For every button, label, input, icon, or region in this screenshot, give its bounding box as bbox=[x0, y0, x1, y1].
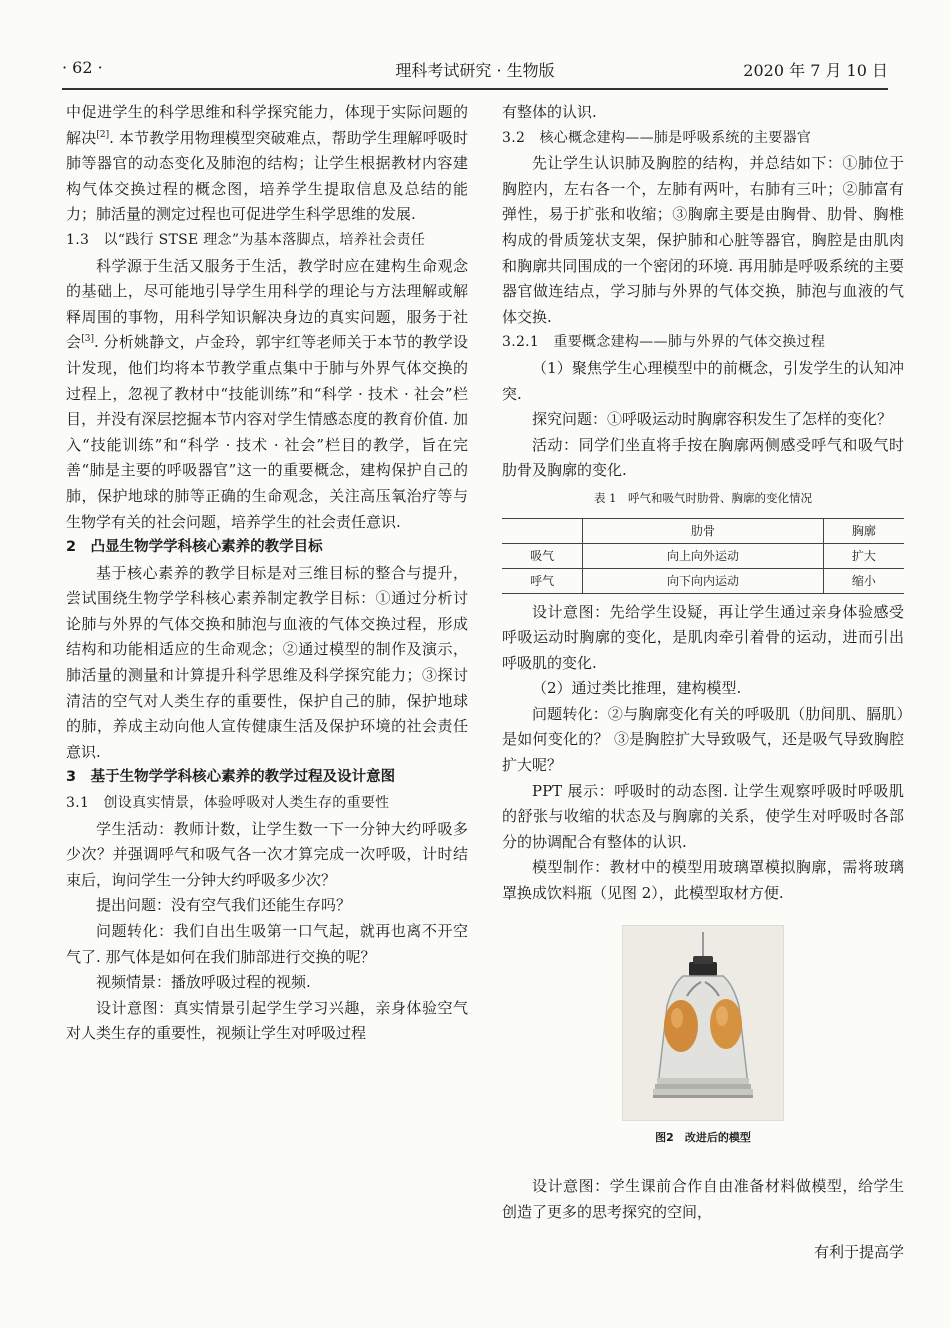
paragraph: 探究问题：①呼吸运动时胸廓容积发生了怎样的变化？ bbox=[532, 410, 893, 429]
paragraph: 问题转化：我们自出生吸第一口气起，就再也离不开空气了. 那气体是如何在我们肺部进行交换的呢？ bbox=[66, 922, 468, 966]
continuation-text: 有利于提高学 bbox=[813, 1243, 904, 1261]
table-cell: 缩小 bbox=[823, 568, 904, 593]
left-column bbox=[66, 100, 468, 1047]
bottle-model-illustration bbox=[623, 926, 783, 1120]
paragraph: PPT 展示：呼吸时的动态图. 让学生观察呼吸时呼吸肌的舒张与收缩的状态及与胸廓的关系，使学生对呼吸时各部分的协调配合有整体的认识. bbox=[502, 781, 904, 851]
figure-caption: 图2 改进后的模型 bbox=[655, 1130, 751, 1144]
paragraph: 活动：同学们坐直将手按在胸廓两侧感受呼气和吸气时肋骨及胸廓的变化. bbox=[502, 435, 904, 480]
table-cell: 扩大 bbox=[823, 543, 904, 568]
page-header bbox=[62, 58, 888, 88]
citation-ref[interactable]: [3] bbox=[81, 334, 94, 345]
section-heading-3-1: 3.1 创设真实情景，体验呼吸对人类生存的重要性 bbox=[66, 795, 390, 812]
section-heading-1-3: 1.3 以“践行 STSE 理念”为基本落脚点，培养社会责任 bbox=[66, 231, 426, 248]
table-header-cell: 肋骨 bbox=[583, 518, 824, 543]
paragraph: 基于核心素养的教学目标是对三维目标的整合与提升，尝试围绕生物学学科核心素养制定教学目标：①通过分析讨论肺与外界的气体交换和肺泡与血液的气体交换过程，形成结构和功能相适应的生命观念；②通过模型的制作及演示，肺活量的测量和计算提升科学思维及科学探究能力；③探讨清洁的空气对人类生存的重要性，保护自己的肺，保护地球的肺，养成主动向他人宣传健康生活及保护环境的社会责任意识. bbox=[66, 563, 468, 761]
paragraph: 先让学生认识肺及胸腔的结构，并总结如下：①肺位于胸腔内，左右各一个，左肺有两叶，右肺有三叶；②肺富有弹性，易于扩张和收缩；③胸廓主要是由胸骨、肋骨、胸椎构成的骨质笼状支架，保护肺和心脏等器官，胸腔是由肌肉和胸廓共同围成的一个密闭的环境. 再用肺是呼吸系统的主要器官做连结点，学习肺与外界的气体交换，肺泡与血液的气体交换. bbox=[502, 154, 904, 326]
paragraph: 科学源于生活又服务于生活，教学时应在建构生命观念的基础上，尽可能地引导学生用科学的理论与方法理解或解释周围的事物，用科学知识解决身边的真实问题，服务于社会[3]. 分析姚静文，卢金玲，郭宇红等老师关于本节的教学设计发现，他们均将本节教学重点集中于肺与外界气体交换的过程上，忽视了教材中“技能训练”和“科学 · 技术 · 社会”栏目，并没有深层挖掘本节内容对学生情感态度的教育价值. 加入“技能训练”和“科学 · 技术 · 社会”栏目的教学，旨在完善“肺是主要的呼吸器官”这一的重要概念，建构保护自己的肺，保护地球的肺等正确的生命观念，关注高压氧治疗等与生物学有关的社会问题，培养学生的社会责任意识. bbox=[66, 256, 468, 531]
table-row bbox=[502, 543, 904, 568]
header-rule bbox=[62, 88, 888, 90]
table-cell: 向上向外运动 bbox=[583, 543, 824, 568]
table-caption: 表 1 呼气和吸气时肋骨、胸廓的变化情况 bbox=[594, 490, 812, 505]
table-cell: 向下向内运动 bbox=[583, 568, 824, 593]
paragraph: 问题转化：②与胸廓变化有关的呼吸肌（肋间肌、膈肌）是如何变化的？ ③是胸腔扩大导致吸气，还是吸气导致胸腔扩大呢？ bbox=[502, 704, 904, 775]
section-heading-2: 2 凸显生物学学科核心素养的教学目标 bbox=[66, 539, 323, 556]
citation-ref[interactable]: [2] bbox=[96, 129, 110, 140]
section-heading-3-2: 3.2 核心概念建构——肺是呼吸系统的主要器官 bbox=[502, 129, 812, 146]
data-table bbox=[502, 518, 904, 594]
paragraph: 设计意图：先给学生设疑，再让学生通过亲身体验感受呼吸运动时胸廓的变化，是肌肉牵引着骨的运动，进而引出呼吸肌的变化. bbox=[502, 602, 904, 672]
table-header-cell: 胸廓 bbox=[823, 518, 904, 543]
paragraph: （2）通过类比推理，建构模型. bbox=[532, 679, 742, 698]
issue-date: 2020 年 7 月 10 日 bbox=[743, 61, 888, 80]
table-row bbox=[502, 568, 904, 593]
table-header-cell bbox=[502, 518, 583, 543]
section-heading-3: 3 基于生物学学科核心素养的教学过程及设计意图 bbox=[66, 769, 396, 786]
page-number: · 62 · bbox=[62, 58, 103, 77]
section-heading-3-2-1: 3.2.1 重要概念建构——肺与外界的气体交换过程 bbox=[502, 334, 826, 351]
paragraph: （1）聚焦学生心理模型中的前概念，引发学生的认知冲突. bbox=[502, 358, 904, 403]
paragraph: 设计意图：真实情景引起学生学习兴趣，亲身体验空气对人类生存的重要性，视频让学生对呼吸过程 bbox=[66, 998, 468, 1043]
table-cell: 吸气 bbox=[502, 543, 583, 568]
paragraph: 有整体的认识. bbox=[502, 103, 597, 121]
paragraph: 设计意图：学生课前合作自由准备材料做模型，给学生创造了更多的思考探究的空间， bbox=[502, 1177, 904, 1221]
journal-title: 理科考试研究 · 生物版 bbox=[395, 61, 555, 80]
right-column bbox=[502, 100, 904, 1225]
table-cell: 呼气 bbox=[502, 568, 583, 593]
paragraph: 视频情景：播放呼吸过程的视频. bbox=[96, 973, 311, 992]
paragraph: 学生活动：教师计数，让学生数一下一分钟大约呼吸多少次？并强调呼气和吸气各一次才算完成一次呼吸，计时结束后，询问学生一分钟大约呼吸多少次？ bbox=[66, 819, 468, 889]
table-header-row bbox=[502, 518, 904, 543]
paragraph: 中促进学生的科学思维和科学探究能力，体现于实际问题的解决[2]. 本节教学用物理模型突破难点，帮助学生理解呼吸时肺等器官的动态变化及肺泡的结构；让学生根据教材内容建构气体交换过程的概念图，培养学生提取信息及总结的能力；肺活量的测定过程也可促进学生科学思维的发展. bbox=[66, 103, 468, 224]
paragraph: 提出问题：没有空气我们还能生存吗？ bbox=[96, 896, 352, 915]
model-photo bbox=[622, 925, 784, 1121]
paragraph: 模型制作：教材中的模型用玻璃罩模拟胸廓，需将玻璃罩换成饮料瓶（见图 2），此模型取材方便. bbox=[502, 858, 904, 903]
